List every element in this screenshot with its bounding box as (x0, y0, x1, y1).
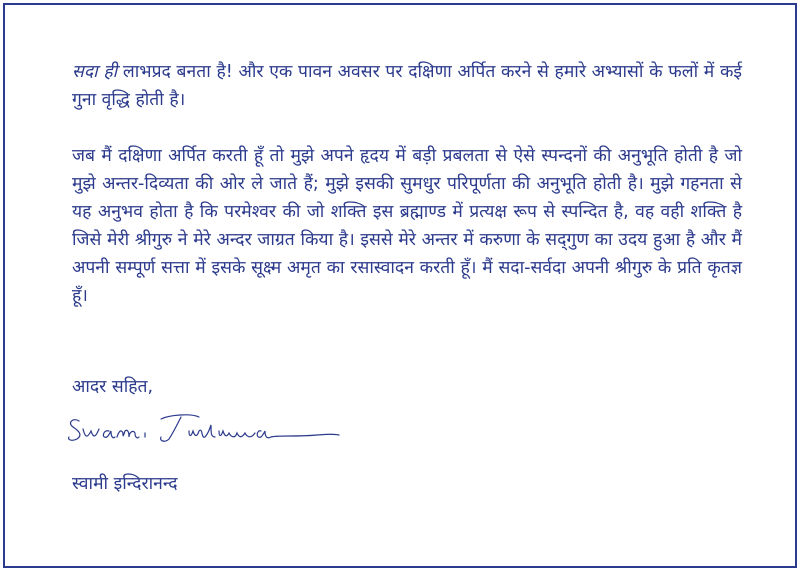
paragraph-1 (72, 58, 742, 114)
paragraph-2: जब मैं दक्षिणा अर्पित करती हूँ तो मुझे अपने हृदय में बड़ी प्रबलता से ऐसे स्पन्दनों की अनुभूति होती है जो मुझे अन्तर-दिव्यता की ओर ले जाते हैं; मुझे इसकी सुमधुर परिपूर्णता की अनुभूति होती है। मुझे गहनता से यह अनुभव होता है कि परमेश्वर की जो शक्ति इस ब्रह्माण्ड में प्रत्यक्ष रूप से स्पन्दित है, वह वही शक्ति है जिसे मेरी श्रीगुरु ने मेरे अन्दर जाग्रत किया है। इससे मेरे अन्तर में करुणा के सद्‌गुण का उदय हुआ है और मैं अपनी सम्पूर्ण सत्ता में इसके सूक्ष्म अमृत का रसास्वादन करती हूँ। मैं सदा-सर्वदा अपनी श्रीगुरु के प्रति कृतज्ञ हूँ। (72, 146, 742, 306)
letter-frame (3, 3, 797, 568)
emphasis-text: सदा ही (72, 62, 118, 82)
closing-salutation: आदर सहित, (72, 377, 154, 397)
paragraph-1-text: लाभप्रद बनता है! और एक पावन अवसर पर दक्षिणा अर्पित करने से हमारे अभ्यासों के फलों में कई गुना वृद्धि होती है। (72, 62, 742, 110)
signature-graphic (65, 407, 345, 452)
signatory-name: स्वामी इन्दिरानन्द (72, 474, 178, 494)
handwritten-signature (65, 407, 345, 456)
